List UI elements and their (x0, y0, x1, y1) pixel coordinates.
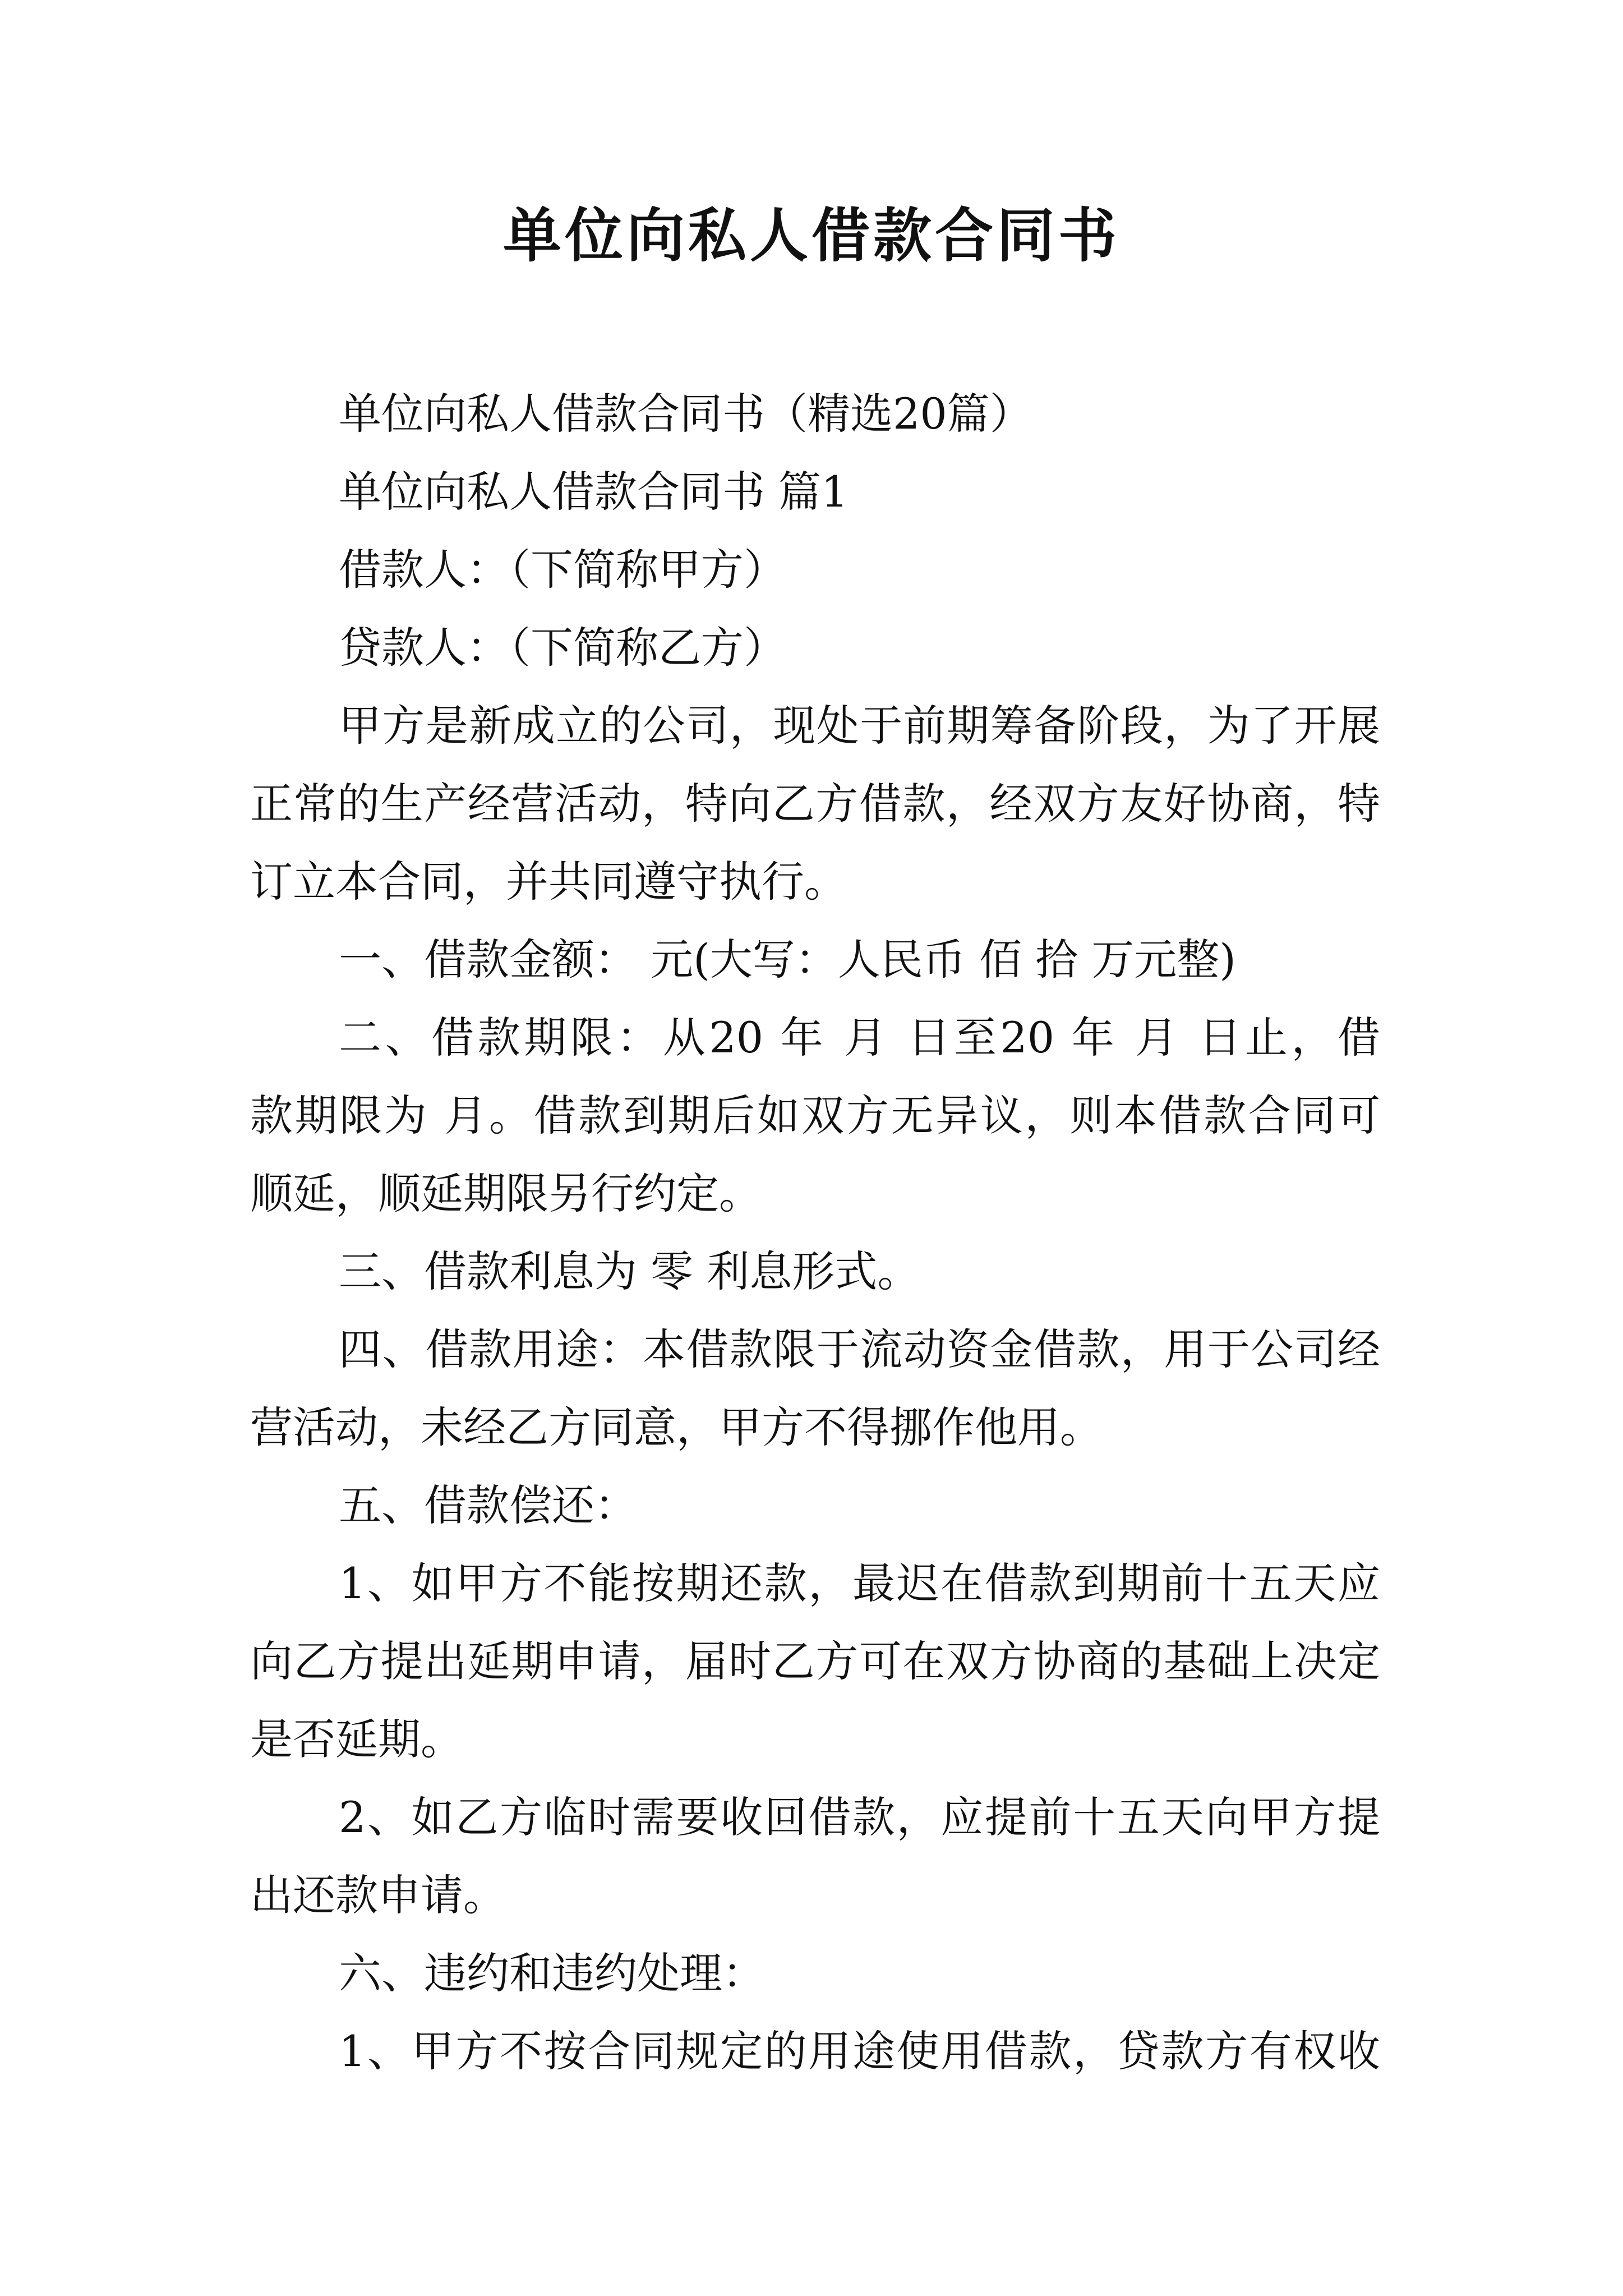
text-line: 二、借款期限：从20 年 月 日至20 年 月 日止，借 (339, 1013, 1380, 1062)
text-line: 1、如甲方不能按期还款，最迟在借款到期前十五天应 (339, 1558, 1380, 1608)
text-line: 是否延期。 (250, 1714, 463, 1764)
text-line: 2、如乙方临时需要收回借款，应提前十五天向甲方提 (339, 1792, 1380, 1842)
text-line: 贷款人：（下简称乙方） (339, 623, 786, 673)
text-line: 四、借款用途：本借款限于流动资金借款，用于公司经 (339, 1324, 1380, 1374)
text-line: 三、借款利息为 零 利息形式。 (339, 1246, 920, 1296)
text-line: 单位向私人借款合同书（精选20篇） (339, 389, 1032, 439)
text-line: 一、借款金额： 元(大写：人民币 佰 拾 万元整) (339, 935, 1236, 984)
text-line: 向乙方提出延期申请，届时乙方可在双方协商的基础上决定 (250, 1636, 1380, 1686)
text-line: 款期限为 月。借款到期后如双方无异议，则本借款合同可 (250, 1091, 1380, 1140)
text-line: 营活动，未经乙方同意，甲方不得挪作他用。 (250, 1402, 1103, 1452)
text-line: 出还款申请。 (250, 1870, 506, 1920)
text-line: 订立本合同，并共同遵守执行。 (250, 857, 847, 907)
document-body (250, 375, 1380, 2090)
text-line: 单位向私人借款合同书 篇1 (339, 467, 849, 517)
text-line: 顺延，顺延期限另行约定。 (250, 1168, 762, 1218)
text-line: 1、甲方不按合同规定的用途使用借款，贷款方有权收 (339, 2026, 1380, 2076)
text-line: 六、违约和违约处理： (339, 1948, 765, 1998)
document-title: 单位向私人借款合同书 (502, 201, 1120, 270)
text-line: 借款人：（下简称甲方） (339, 545, 786, 595)
text-line: 甲方是新成立的公司，现处于前期筹备阶段，为了开展 (339, 701, 1380, 751)
text-line: 正常的生产经营活动，特向乙方借款，经双方友好协商，特 (250, 779, 1380, 829)
text-line: 五、借款偿还： (339, 1480, 637, 1530)
